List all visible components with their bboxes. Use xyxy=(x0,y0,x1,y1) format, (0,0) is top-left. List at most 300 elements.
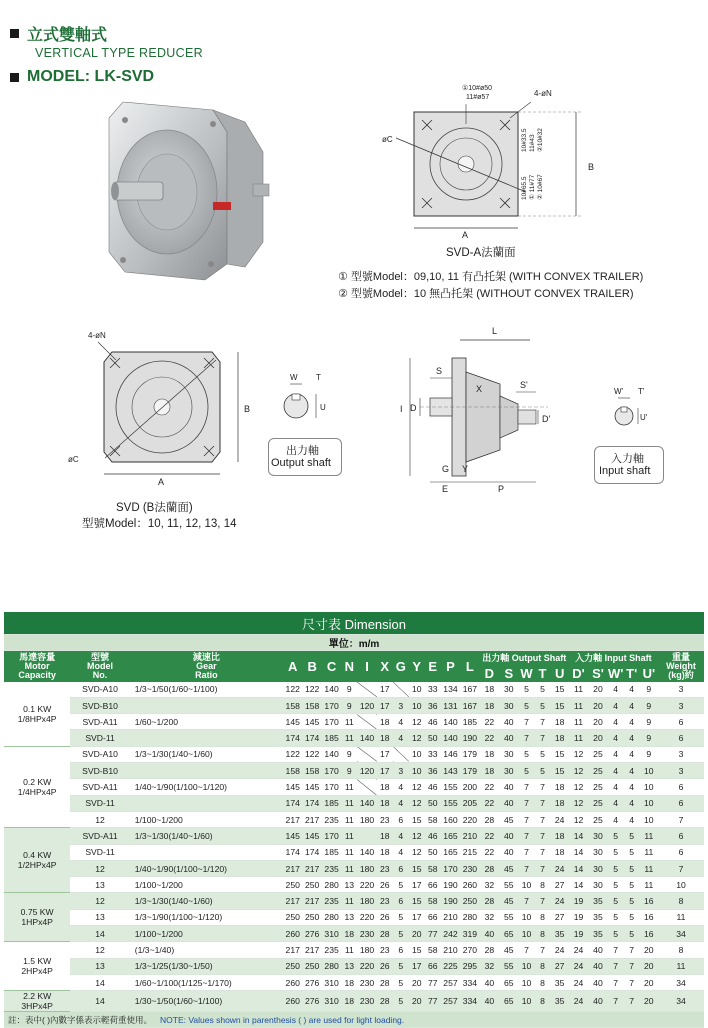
value-cell: 217 xyxy=(302,811,321,827)
value-cell: 250 xyxy=(302,958,321,974)
model-cell: SVD-11 xyxy=(70,730,129,746)
value-cell: 40 xyxy=(588,974,607,990)
value-cell: 145 xyxy=(283,779,302,795)
label-w: W xyxy=(290,373,298,382)
capacity-cell xyxy=(4,991,70,1012)
label-s: S xyxy=(436,366,443,376)
table-row xyxy=(4,795,704,811)
capacity-line: 0.2 KW xyxy=(23,777,52,788)
title-en: VERTICAL TYPE REDUCER xyxy=(35,46,203,60)
value-cell: 220 xyxy=(357,909,376,925)
value-cell: 14 xyxy=(569,877,588,893)
model-cell: SVD-11 xyxy=(70,844,129,860)
value-cell: 45 xyxy=(499,942,518,958)
value-cell: 10 xyxy=(519,909,535,925)
value-cell: 11 xyxy=(341,828,357,844)
value-cell: 40 xyxy=(499,844,518,860)
value-cell: 12 xyxy=(409,795,425,811)
value-cell: 13 xyxy=(341,877,357,893)
table-row xyxy=(4,682,704,698)
value-cell: 12 xyxy=(569,795,588,811)
value-cell: 4 xyxy=(624,682,640,698)
value-cell: 11 xyxy=(640,877,658,893)
value-cell: 11 xyxy=(341,795,357,811)
model-cell: SVD-A11 xyxy=(70,714,129,730)
header-in-4: U' xyxy=(640,666,658,681)
value-cell: 17 xyxy=(409,909,425,925)
capacity-line: 3HPx4P xyxy=(21,1001,53,1012)
model-cell: 13 xyxy=(70,958,129,974)
value-cell: 17 xyxy=(377,697,393,713)
header-capacity-line: Motor xyxy=(24,660,50,671)
value-cell: 179 xyxy=(460,746,479,762)
value-cell: 7 xyxy=(624,974,640,990)
ratio-cell xyxy=(130,697,283,713)
value-cell: 11 xyxy=(341,860,357,876)
table-title: 尺寸表 Dimension xyxy=(4,612,704,635)
value-cell: 17 xyxy=(409,958,425,974)
reducer-photo xyxy=(95,92,275,287)
value-cell: 5 xyxy=(624,844,640,860)
value-cell: 170 xyxy=(322,779,341,795)
value-cell: 12 xyxy=(409,844,425,860)
value-cell: 40 xyxy=(499,828,518,844)
caption-note-2: ② 型號Model：10 無凸托架 (WITHOUT CONVEX TRAILER) xyxy=(338,288,634,300)
value-cell: 185 xyxy=(460,714,479,730)
capacity-line: 0.1 KW xyxy=(23,703,52,714)
value-cell: 18 xyxy=(377,828,393,844)
value-cell: 179 xyxy=(460,763,479,779)
value-cell: 7 xyxy=(535,730,551,746)
header-out-4: U xyxy=(551,666,569,681)
ratio-cell: 1/3~1/30(1/40~1/60) xyxy=(130,893,283,909)
value-cell: 217 xyxy=(283,860,302,876)
value-cell: 12 xyxy=(569,811,588,827)
value-cell: 6 xyxy=(658,795,704,811)
value-cell: 32 xyxy=(480,877,499,893)
value-cell: 46 xyxy=(425,828,441,844)
value-cell: 28 xyxy=(480,893,499,909)
caption-svd-b: SVD (B法蘭面) xyxy=(116,502,193,514)
value-cell: 174 xyxy=(283,795,302,811)
capacity-line: 1/2HPx4P xyxy=(17,860,57,871)
value-cell: 18 xyxy=(341,926,357,942)
value-cell: 167 xyxy=(460,697,479,713)
value-cell: 8 xyxy=(535,958,551,974)
value-cell: 40 xyxy=(499,779,518,795)
value-cell xyxy=(357,828,376,844)
label-s-prime: S' xyxy=(520,380,528,390)
header-dim-a: A xyxy=(283,651,302,682)
value-cell: 16 xyxy=(640,926,658,942)
value-cell: 122 xyxy=(283,682,302,698)
value-cell: 20 xyxy=(409,991,425,1012)
value-cell: 20 xyxy=(588,730,607,746)
value-cell: 20 xyxy=(640,958,658,974)
value-cell: 5 xyxy=(608,877,624,893)
value-cell: 210 xyxy=(441,909,460,925)
value-cell: 230 xyxy=(460,860,479,876)
value-cell: 270 xyxy=(460,942,479,958)
value-cell: 5 xyxy=(393,991,409,1012)
value-cell: 7 xyxy=(519,860,535,876)
value-cell: 24 xyxy=(551,942,569,958)
value-cell: 33 xyxy=(425,746,441,762)
value-cell: 10 xyxy=(409,697,425,713)
value-cell: 58 xyxy=(425,942,441,958)
value-cell: 12 xyxy=(409,828,425,844)
value-cell: 35 xyxy=(551,974,569,990)
value-cell: 180 xyxy=(357,860,376,876)
model-cell: 13 xyxy=(70,909,129,925)
model-cell: 14 xyxy=(70,991,129,1012)
side-view-drawing xyxy=(380,322,580,497)
label-g: G xyxy=(442,464,450,474)
value-cell: 28 xyxy=(480,942,499,958)
value-cell: 5 xyxy=(624,909,640,925)
value-cell xyxy=(357,682,376,698)
value-cell: 8 xyxy=(535,991,551,1012)
value-cell: 5 xyxy=(624,877,640,893)
value-cell: 7 xyxy=(535,860,551,876)
value-cell: 22 xyxy=(480,779,499,795)
value-cell: 155 xyxy=(441,795,460,811)
capacity-line: 0.75 KW xyxy=(20,907,54,918)
value-cell: 40 xyxy=(480,991,499,1012)
value-cell: 4 xyxy=(393,714,409,730)
value-cell: 50 xyxy=(425,795,441,811)
value-cell: 334 xyxy=(460,991,479,1012)
value-cell: 7 xyxy=(624,958,640,974)
value-cell: 5 xyxy=(608,926,624,942)
note-en: NOTE: Values shown in parenthesis ( ) are used for light loading. xyxy=(160,1014,405,1025)
model-cell: SVD-A11 xyxy=(70,779,129,795)
value-cell: 77 xyxy=(425,991,441,1012)
value-cell: 7 xyxy=(519,844,535,860)
header-in-0: D' xyxy=(569,666,588,681)
value-cell: 280 xyxy=(322,958,341,974)
value-cell xyxy=(357,779,376,795)
value-cell: 5 xyxy=(393,877,409,893)
value-cell: 5 xyxy=(519,763,535,779)
value-cell: 14 xyxy=(569,828,588,844)
header-model-line: Model xyxy=(87,660,114,671)
table-row xyxy=(4,779,704,795)
value-cell: 18 xyxy=(551,714,569,730)
value-cell: 6 xyxy=(393,942,409,958)
label-l: L xyxy=(492,326,498,336)
value-cell: 12 xyxy=(569,746,588,762)
value-cell: 30 xyxy=(499,746,518,762)
value-cell: 170 xyxy=(322,714,341,730)
label-p: P xyxy=(498,484,505,494)
header-out-3: T xyxy=(535,666,551,681)
value-cell: 8 xyxy=(535,974,551,990)
value-cell: 180 xyxy=(357,893,376,909)
value-cell: 185 xyxy=(322,844,341,860)
value-cell: 18 xyxy=(480,746,499,762)
value-cell: 215 xyxy=(460,844,479,860)
output-shaft-en: Output shaft xyxy=(271,457,331,469)
header-dim-p: P xyxy=(441,651,460,682)
value-cell: 10 xyxy=(640,763,658,779)
value-cell: 7 xyxy=(519,795,535,811)
value-cell: 17 xyxy=(377,682,393,698)
value-cell: 280 xyxy=(460,909,479,925)
value-cell: 217 xyxy=(283,942,302,958)
value-cell: 19 xyxy=(569,926,588,942)
value-cell: 14 xyxy=(569,844,588,860)
value-cell: 10 xyxy=(519,926,535,942)
value-cell: 28 xyxy=(377,991,393,1012)
value-cell: 19 xyxy=(569,893,588,909)
value-cell: 77 xyxy=(425,926,441,942)
table-row xyxy=(4,746,704,762)
header-model xyxy=(70,651,129,682)
value-cell: 14 xyxy=(569,860,588,876)
table-row xyxy=(4,730,704,746)
value-cell: 3 xyxy=(658,682,704,698)
value-cell: 9 xyxy=(640,746,658,762)
value-cell: 36 xyxy=(425,763,441,779)
value-cell: 10 xyxy=(640,811,658,827)
value-cell: 7 xyxy=(658,860,704,876)
title-cn: 立式雙軸式 xyxy=(10,22,107,45)
value-cell: 190 xyxy=(460,730,479,746)
model-cell: SVD-11 xyxy=(70,795,129,811)
label-x: X xyxy=(476,384,483,394)
value-cell: 35 xyxy=(551,926,569,942)
value-cell: 30 xyxy=(499,682,518,698)
value-cell: 6 xyxy=(658,844,704,860)
model-cell: 12 xyxy=(70,860,129,876)
label-b: B xyxy=(588,162,595,172)
ratio-cell: 1/3~1/90(1/100~1/120) xyxy=(130,909,283,925)
note-cn: 註：表中( )內數字係表示輕荷重使用。 xyxy=(8,1014,153,1025)
value-cell: 11 xyxy=(640,860,658,876)
value-cell: 55 xyxy=(499,909,518,925)
value-cell: 140 xyxy=(357,730,376,746)
value-cell: 122 xyxy=(302,746,321,762)
value-cell: 20 xyxy=(409,974,425,990)
value-cell: 11 xyxy=(658,909,704,925)
value-cell: 160 xyxy=(441,811,460,827)
model-cell: SVD-A11 xyxy=(70,828,129,844)
label-dim-32: ②10#32 xyxy=(537,128,544,152)
value-cell: 5 xyxy=(608,860,624,876)
value-cell: 10 xyxy=(519,877,535,893)
value-cell: 65 xyxy=(499,991,518,1012)
value-cell: 24 xyxy=(569,991,588,1012)
value-cell xyxy=(393,682,409,698)
value-cell: 280 xyxy=(322,909,341,925)
output-shaft-cn: 出力軸 xyxy=(286,445,319,457)
value-cell: 13 xyxy=(341,909,357,925)
value-cell: 158 xyxy=(283,697,302,713)
value-cell: 250 xyxy=(302,877,321,893)
value-cell: 8 xyxy=(658,942,704,958)
value-cell: 23 xyxy=(377,893,393,909)
value-cell: 30 xyxy=(499,697,518,713)
label-u-prime: U' xyxy=(640,413,648,422)
value-cell: 140 xyxy=(441,730,460,746)
value-cell: 250 xyxy=(302,909,321,925)
table-row xyxy=(4,828,704,844)
value-cell: 7 xyxy=(535,893,551,909)
value-cell: 276 xyxy=(302,974,321,990)
value-cell: 4 xyxy=(393,795,409,811)
table-row xyxy=(4,877,704,893)
value-cell: 55 xyxy=(499,877,518,893)
value-cell: 27 xyxy=(551,958,569,974)
table-row xyxy=(4,697,704,713)
value-cell: 7 xyxy=(608,958,624,974)
value-cell: 15 xyxy=(409,942,425,958)
value-cell: 217 xyxy=(302,860,321,876)
value-cell: 35 xyxy=(588,926,607,942)
value-cell: 174 xyxy=(283,730,302,746)
header-out-1: S xyxy=(499,666,518,681)
input-shaft-en: Input shaft xyxy=(599,465,651,477)
model-cell: SVD-A10 xyxy=(70,746,129,762)
value-cell: 28 xyxy=(377,974,393,990)
value-cell: 11 xyxy=(640,828,658,844)
label-d-prime: D' xyxy=(542,414,551,424)
header-weight-line: (kg)約 xyxy=(668,669,694,680)
value-cell: 45 xyxy=(499,893,518,909)
model-cell: SVD-B10 xyxy=(70,697,129,713)
value-cell: 145 xyxy=(283,828,302,844)
value-cell: 18 xyxy=(551,730,569,746)
value-cell: 180 xyxy=(357,942,376,958)
header-dim-n: N xyxy=(341,651,357,682)
value-cell: 12 xyxy=(409,779,425,795)
value-cell: 5 xyxy=(535,682,551,698)
value-cell: 3 xyxy=(658,697,704,713)
value-cell: 11 xyxy=(569,682,588,698)
value-cell: 24 xyxy=(551,893,569,909)
value-cell: 18 xyxy=(377,795,393,811)
model-cell: 13 xyxy=(70,877,129,893)
capacity-cell xyxy=(4,682,70,747)
value-cell: 9 xyxy=(640,697,658,713)
value-cell: 8 xyxy=(535,909,551,925)
value-cell: 9 xyxy=(640,714,658,730)
value-cell: 165 xyxy=(441,828,460,844)
value-cell: 7 xyxy=(519,714,535,730)
value-cell: 5 xyxy=(624,860,640,876)
header-model-line: No. xyxy=(92,669,108,680)
bullet-square-icon xyxy=(10,29,19,38)
header-dim-l: L xyxy=(460,651,479,682)
value-cell: 7 xyxy=(519,779,535,795)
value-cell: 30 xyxy=(588,860,607,876)
table-row xyxy=(4,860,704,876)
value-cell: 5 xyxy=(624,828,640,844)
value-cell: 158 xyxy=(302,763,321,779)
value-cell: 22 xyxy=(480,844,499,860)
ratio-cell: 1/3~1/25(1/30~1/50) xyxy=(130,958,283,974)
value-cell: 46 xyxy=(425,714,441,730)
value-cell: 24 xyxy=(551,860,569,876)
value-cell: 58 xyxy=(425,811,441,827)
capacity-line: 2.2 KW xyxy=(23,991,52,1002)
value-cell: 5 xyxy=(519,682,535,698)
value-cell: 40 xyxy=(588,942,607,958)
value-cell: 12 xyxy=(409,714,425,730)
value-cell: 24 xyxy=(569,942,588,958)
value-cell: 165 xyxy=(441,844,460,860)
value-cell: 40 xyxy=(588,958,607,974)
ratio-cell: 1/60~1/100(1/125~1/170) xyxy=(130,974,283,990)
model-cell: 12 xyxy=(70,811,129,827)
svd-b-flange-drawing xyxy=(60,322,260,497)
value-cell: 27 xyxy=(551,877,569,893)
value-cell: 16 xyxy=(640,893,658,909)
value-cell: 18 xyxy=(480,682,499,698)
value-cell: 22 xyxy=(480,828,499,844)
value-cell: 34 xyxy=(658,974,704,990)
model-cell: 12 xyxy=(70,942,129,958)
value-cell: 11 xyxy=(640,844,658,860)
value-cell: 10 xyxy=(409,682,425,698)
value-cell: 257 xyxy=(441,974,460,990)
value-cell: 170 xyxy=(441,860,460,876)
ratio-cell: 1/30~1/50(1/60~1/100) xyxy=(130,991,283,1012)
value-cell: 4 xyxy=(393,828,409,844)
value-cell: 10 xyxy=(519,974,535,990)
label-dim-65: 10#65.5 xyxy=(521,176,528,200)
table-row xyxy=(4,763,704,779)
value-cell: 4 xyxy=(624,730,640,746)
value-cell: 22 xyxy=(480,795,499,811)
header-in-2: W' xyxy=(607,666,624,682)
value-cell: 30 xyxy=(588,844,607,860)
value-cell: 23 xyxy=(377,942,393,958)
value-cell: 28 xyxy=(480,811,499,827)
label-t: T xyxy=(316,373,321,382)
table-note xyxy=(4,1012,704,1028)
caption-svd-b-models: 型號Model：10, 11, 12, 13, 14 xyxy=(82,518,237,530)
value-cell: 6 xyxy=(393,893,409,909)
value-cell: 18 xyxy=(551,844,569,860)
label-y: Y xyxy=(462,464,469,474)
value-cell: 25 xyxy=(588,779,607,795)
value-cell: 4 xyxy=(608,795,624,811)
value-cell: 220 xyxy=(357,958,376,974)
value-cell: 217 xyxy=(302,893,321,909)
label-4-phi-n: 4-øN xyxy=(534,89,552,98)
value-cell: 145 xyxy=(283,714,302,730)
value-cell: 167 xyxy=(460,682,479,698)
value-cell: 22 xyxy=(480,730,499,746)
value-cell: 15 xyxy=(409,893,425,909)
value-cell: 230 xyxy=(357,991,376,1012)
value-cell: 40 xyxy=(499,730,518,746)
value-cell: 280 xyxy=(322,877,341,893)
value-cell: 158 xyxy=(302,697,321,713)
value-cell: 140 xyxy=(357,844,376,860)
value-cell: 235 xyxy=(322,893,341,909)
header-in-3: T' xyxy=(624,666,640,681)
value-cell: 4 xyxy=(608,811,624,827)
header-input-shaft: 入力軸 Input Shaft xyxy=(569,651,658,667)
value-cell: 8 xyxy=(535,877,551,893)
label-b-b: B xyxy=(244,404,251,414)
value-cell: 66 xyxy=(425,877,441,893)
table-row xyxy=(4,958,704,974)
value-cell: 7 xyxy=(535,844,551,860)
